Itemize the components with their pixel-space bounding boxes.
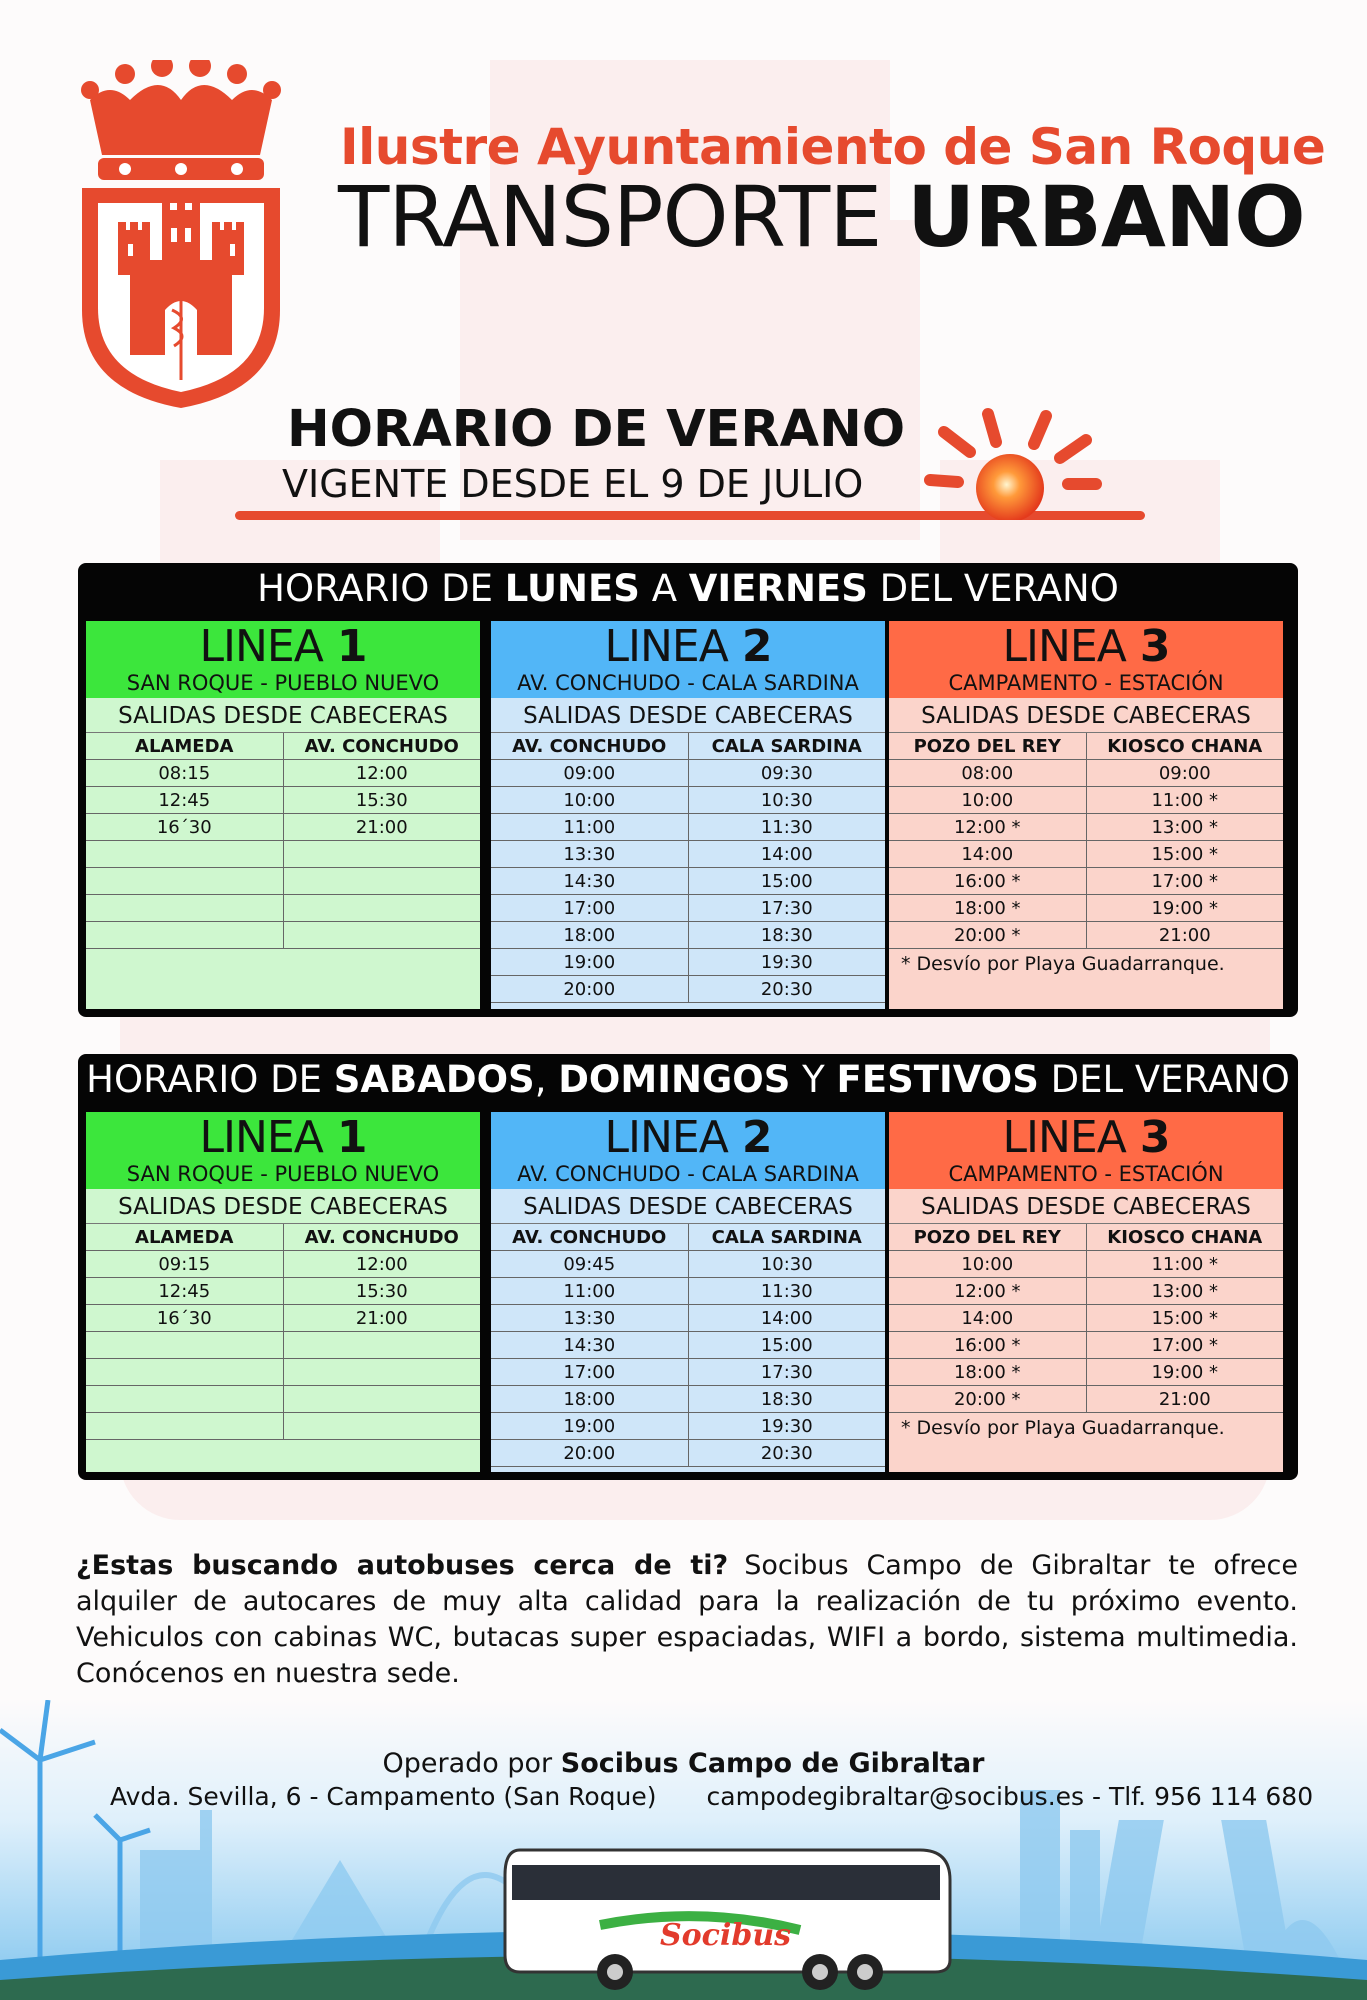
time-cell: 10:00 bbox=[491, 787, 688, 814]
time-cell: 21:00 bbox=[283, 1305, 480, 1332]
time-cell bbox=[283, 1386, 480, 1413]
route-note: * Desvío por Playa Guadarranque. bbox=[901, 953, 1225, 975]
time-cell: 12:45 bbox=[86, 787, 283, 814]
title-part: DEL VERANO bbox=[867, 567, 1119, 610]
bus-icon bbox=[505, 1850, 950, 1990]
line-number: LINEA 3 bbox=[1002, 1112, 1170, 1163]
time-cell: 10:30 bbox=[688, 787, 885, 814]
time-cell: 10:30 bbox=[688, 1251, 885, 1278]
column-header: CALA SARDINA bbox=[688, 1224, 885, 1251]
table-row bbox=[491, 1332, 885, 1359]
time-cell: 10:00 bbox=[889, 1251, 1086, 1278]
line-1-weekday bbox=[86, 621, 480, 1009]
line-body bbox=[889, 698, 1283, 1009]
line-header bbox=[491, 621, 885, 698]
time-cell: 20:30 bbox=[688, 976, 885, 1003]
time-cell: 09:30 bbox=[688, 760, 885, 787]
time-cell: 14:30 bbox=[491, 1332, 688, 1359]
operator-contact-line bbox=[110, 1782, 1313, 1811]
weekday-panel-title bbox=[78, 563, 1298, 615]
time-cell: 12:45 bbox=[86, 1278, 283, 1305]
departures-label: SALIDAS DESDE CABECERAS bbox=[889, 698, 1283, 733]
table-row bbox=[491, 1359, 885, 1386]
time-cell: 13:00 * bbox=[1086, 1278, 1283, 1305]
title-part: , bbox=[534, 1058, 559, 1101]
table-row bbox=[86, 922, 480, 949]
time-cell: 20:00 * bbox=[889, 922, 1086, 949]
weekday-schedule-panel bbox=[78, 563, 1298, 1017]
coat-of-arms-icon bbox=[70, 60, 310, 410]
bus-logo-text: Socibus bbox=[660, 1918, 792, 1953]
column-header: POZO DEL REY bbox=[889, 733, 1086, 760]
table-row bbox=[491, 1278, 885, 1305]
time-cell: 16:00 * bbox=[889, 1332, 1086, 1359]
table-row bbox=[86, 1359, 480, 1386]
operator-contact: campodegibraltar@socibus.es - Tlf. 956 114 680 bbox=[706, 1782, 1314, 1811]
time-cell: 18:00 bbox=[491, 922, 688, 949]
table-row bbox=[86, 1332, 480, 1359]
table-row bbox=[491, 949, 885, 976]
time-cell bbox=[86, 1413, 283, 1440]
table-row bbox=[491, 1305, 885, 1332]
time-cell: 09:00 bbox=[491, 760, 688, 787]
table-row bbox=[889, 760, 1283, 787]
timetable bbox=[491, 1224, 885, 1467]
column-header: ALAMEDA bbox=[86, 1224, 283, 1251]
time-cell: 19:30 bbox=[688, 949, 885, 976]
time-cell: 13:30 bbox=[491, 1305, 688, 1332]
table-row bbox=[889, 1251, 1283, 1278]
table-row bbox=[491, 1440, 885, 1467]
column-header: AV. CONCHUDO bbox=[283, 1224, 480, 1251]
line-route: CAMPAMENTO - ESTACIÓN bbox=[948, 671, 1224, 695]
sun-icon bbox=[910, 400, 1130, 520]
table-row bbox=[491, 841, 885, 868]
time-cell: 16´30 bbox=[86, 814, 283, 841]
time-cell: 16´30 bbox=[86, 1305, 283, 1332]
line-number: LINEA 2 bbox=[604, 1112, 772, 1163]
line-body bbox=[491, 698, 885, 1009]
time-cell: 11:00 bbox=[491, 814, 688, 841]
time-cell bbox=[86, 895, 283, 922]
time-cell: 12:00 * bbox=[889, 1278, 1086, 1305]
timetable bbox=[889, 733, 1283, 949]
time-cell: 20:00 bbox=[491, 976, 688, 1003]
org-title: Ilustre Ayuntamiento de San Roque bbox=[340, 118, 1326, 176]
time-cell: 17:30 bbox=[688, 1359, 885, 1386]
departures-label: SALIDAS DESDE CABECERAS bbox=[86, 1189, 480, 1224]
table-header-row bbox=[491, 1224, 885, 1251]
time-cell: 20:00 bbox=[491, 1440, 688, 1467]
title-part-bold: FESTIVOS bbox=[836, 1058, 1039, 1101]
table-header-row bbox=[86, 733, 480, 760]
time-cell: 17:30 bbox=[688, 895, 885, 922]
time-cell: 09:00 bbox=[1086, 760, 1283, 787]
table-row bbox=[491, 787, 885, 814]
time-cell: 17:00 bbox=[491, 1359, 688, 1386]
season-subtitle: VIGENTE DESDE EL 9 DE JULIO bbox=[282, 462, 864, 506]
time-cell: 15:30 bbox=[283, 1278, 480, 1305]
route-note: * Desvío por Playa Guadarranque. bbox=[901, 1417, 1225, 1439]
time-cell: 12:00 bbox=[283, 760, 480, 787]
table-row bbox=[491, 760, 885, 787]
title-part: Y bbox=[790, 1058, 837, 1101]
line-body bbox=[86, 698, 480, 1009]
time-cell: 19:00 bbox=[491, 1413, 688, 1440]
title-part: HORARIO DE bbox=[257, 567, 505, 610]
time-cell: 13:30 bbox=[491, 841, 688, 868]
line-2-weekday bbox=[491, 621, 885, 1009]
departures-label: SALIDAS DESDE CABECERAS bbox=[491, 698, 885, 733]
table-row bbox=[889, 1359, 1283, 1386]
departures-label: SALIDAS DESDE CABECERAS bbox=[86, 698, 480, 733]
time-cell: 11:00 * bbox=[1086, 787, 1283, 814]
table-row bbox=[86, 1413, 480, 1440]
table-row bbox=[889, 841, 1283, 868]
table-row bbox=[491, 976, 885, 1003]
title-part: HORARIO DE bbox=[86, 1058, 334, 1101]
time-cell: 14:00 bbox=[688, 841, 885, 868]
main-title bbox=[338, 168, 1305, 266]
time-cell: 11:00 * bbox=[1086, 1251, 1283, 1278]
time-cell: 09:45 bbox=[491, 1251, 688, 1278]
table-row bbox=[491, 1251, 885, 1278]
time-cell bbox=[283, 1332, 480, 1359]
column-header: POZO DEL REY bbox=[889, 1224, 1086, 1251]
line-route: AV. CONCHUDO - CALA SARDINA bbox=[517, 1162, 859, 1186]
title-light: TRANSPORTE bbox=[338, 168, 882, 266]
time-cell: 13:00 * bbox=[1086, 814, 1283, 841]
time-cell: 14:30 bbox=[491, 868, 688, 895]
operator-line bbox=[0, 1748, 1367, 1779]
time-cell: 19:00 * bbox=[1086, 1359, 1283, 1386]
operator-address: Avda. Sevilla, 6 - Campamento (San Roque) bbox=[110, 1782, 657, 1811]
title-bold: URBANO bbox=[907, 168, 1305, 266]
time-cell: 20:00 * bbox=[889, 1386, 1086, 1413]
time-cell: 12:00 * bbox=[889, 814, 1086, 841]
rental-ad bbox=[76, 1548, 1298, 1692]
table-row bbox=[889, 922, 1283, 949]
timetable bbox=[86, 733, 480, 949]
table-row bbox=[889, 787, 1283, 814]
timetable bbox=[491, 733, 885, 1003]
time-cell: 11:00 bbox=[491, 1278, 688, 1305]
line-route: SAN ROQUE - PUEBLO NUEVO bbox=[126, 671, 440, 695]
column-header: KIOSCO CHANA bbox=[1086, 733, 1283, 760]
column-header: AV. CONCHUDO bbox=[283, 733, 480, 760]
column-header: KIOSCO CHANA bbox=[1086, 1224, 1283, 1251]
weekend-schedule-panel bbox=[78, 1054, 1298, 1480]
table-row bbox=[889, 1386, 1283, 1413]
time-cell bbox=[86, 1386, 283, 1413]
time-cell bbox=[283, 841, 480, 868]
table-header-row bbox=[491, 733, 885, 760]
table-row bbox=[889, 1305, 1283, 1332]
time-cell: 19:00 * bbox=[1086, 895, 1283, 922]
title-part: A bbox=[639, 567, 689, 610]
table-row bbox=[86, 1386, 480, 1413]
table-row bbox=[86, 868, 480, 895]
table-row bbox=[889, 1332, 1283, 1359]
time-cell: 21:00 bbox=[1086, 922, 1283, 949]
line-number: LINEA 1 bbox=[199, 1112, 367, 1163]
table-row bbox=[86, 814, 480, 841]
table-header-row bbox=[889, 733, 1283, 760]
operator-name: Socibus Campo de Gibraltar bbox=[560, 1748, 985, 1779]
table-row bbox=[86, 1305, 480, 1332]
time-cell: 18:30 bbox=[688, 1386, 885, 1413]
time-cell bbox=[283, 895, 480, 922]
weekend-panel-title bbox=[78, 1054, 1298, 1106]
time-cell bbox=[86, 1359, 283, 1386]
table-row bbox=[86, 895, 480, 922]
line-3-weekend bbox=[889, 1112, 1283, 1472]
time-cell: 15:00 bbox=[688, 1332, 885, 1359]
time-cell: 16:00 * bbox=[889, 868, 1086, 895]
table-row bbox=[86, 760, 480, 787]
column-header: ALAMEDA bbox=[86, 733, 283, 760]
operator-prefix: Operado por bbox=[382, 1748, 553, 1779]
time-cell: 10:00 bbox=[889, 787, 1086, 814]
time-cell: 11:30 bbox=[688, 814, 885, 841]
time-cell: 18:30 bbox=[688, 922, 885, 949]
time-cell: 21:00 bbox=[1086, 1386, 1283, 1413]
time-cell bbox=[86, 868, 283, 895]
time-cell: 17:00 bbox=[491, 895, 688, 922]
table-row bbox=[86, 841, 480, 868]
time-cell bbox=[86, 922, 283, 949]
time-cell: 15:30 bbox=[283, 787, 480, 814]
time-cell bbox=[283, 1413, 480, 1440]
line-body bbox=[889, 1189, 1283, 1472]
table-row bbox=[491, 814, 885, 841]
table-header-row bbox=[86, 1224, 480, 1251]
time-cell: 15:00 bbox=[688, 868, 885, 895]
line-number: LINEA 1 bbox=[199, 621, 367, 672]
time-cell: 11:30 bbox=[688, 1278, 885, 1305]
table-row bbox=[491, 868, 885, 895]
line-route: AV. CONCHUDO - CALA SARDINA bbox=[517, 671, 859, 695]
time-cell: 14:00 bbox=[889, 1305, 1086, 1332]
table-row bbox=[491, 922, 885, 949]
time-cell: 19:00 bbox=[491, 949, 688, 976]
title-part-bold: LUNES bbox=[504, 567, 640, 610]
line-2-weekend bbox=[491, 1112, 885, 1472]
time-cell: 09:15 bbox=[86, 1251, 283, 1278]
line-route: SAN ROQUE - PUEBLO NUEVO bbox=[126, 1162, 440, 1186]
column-header: CALA SARDINA bbox=[688, 733, 885, 760]
column-header: AV. CONCHUDO bbox=[491, 733, 688, 760]
time-cell: 12:00 bbox=[283, 1251, 480, 1278]
title-part: DEL VERANO bbox=[1038, 1058, 1290, 1101]
departures-label: SALIDAS DESDE CABECERAS bbox=[491, 1189, 885, 1224]
table-row bbox=[491, 1386, 885, 1413]
table-row bbox=[491, 1413, 885, 1440]
timetable bbox=[86, 1224, 480, 1440]
time-cell bbox=[283, 868, 480, 895]
line-number: LINEA 2 bbox=[604, 621, 772, 672]
time-cell: 20:30 bbox=[688, 1440, 885, 1467]
table-row bbox=[889, 1278, 1283, 1305]
table-row bbox=[889, 895, 1283, 922]
line-body bbox=[491, 1189, 885, 1472]
time-cell: 15:00 * bbox=[1086, 1305, 1283, 1332]
time-cell: 15:00 * bbox=[1086, 841, 1283, 868]
ad-question: ¿Estas buscando autobuses cerca de ti? bbox=[76, 1550, 729, 1581]
line-header bbox=[86, 1112, 480, 1189]
line-header bbox=[889, 1112, 1283, 1189]
season-title: HORARIO DE VERANO bbox=[287, 400, 906, 459]
departures-label: SALIDAS DESDE CABECERAS bbox=[889, 1189, 1283, 1224]
footer-scene bbox=[0, 1700, 1367, 2000]
time-cell: 14:00 bbox=[688, 1305, 885, 1332]
column-header: AV. CONCHUDO bbox=[491, 1224, 688, 1251]
line-header bbox=[889, 621, 1283, 698]
table-row bbox=[86, 1251, 480, 1278]
time-cell: 14:00 bbox=[889, 841, 1086, 868]
line-number: LINEA 3 bbox=[1002, 621, 1170, 672]
timetable bbox=[889, 1224, 1283, 1413]
line-3-weekday bbox=[889, 621, 1283, 1009]
title-part-bold: DOMINGOS bbox=[558, 1058, 791, 1101]
line-route: CAMPAMENTO - ESTACIÓN bbox=[948, 1162, 1224, 1186]
title-part-bold: VIERNES bbox=[688, 567, 868, 610]
time-cell bbox=[86, 841, 283, 868]
time-cell: 18:00 * bbox=[889, 1359, 1086, 1386]
time-cell bbox=[283, 1359, 480, 1386]
time-cell bbox=[283, 922, 480, 949]
table-row bbox=[491, 895, 885, 922]
time-cell: 21:00 bbox=[283, 814, 480, 841]
table-row bbox=[889, 814, 1283, 841]
line-header bbox=[86, 621, 480, 698]
time-cell bbox=[86, 1332, 283, 1359]
table-header-row bbox=[889, 1224, 1283, 1251]
ad-text: Socibus Campo de Gibraltar te ofrece alquiler de autocares de muy alta calidad para la realización de tu próximo evento. Vehiculos con cabinas WC, butacas super espaciadas, WIFI a bordo, sistema multimedia. Conócenos en nuestra sede. bbox=[76, 1550, 1298, 1689]
table-row bbox=[86, 1278, 480, 1305]
table-row bbox=[86, 787, 480, 814]
table-row bbox=[889, 868, 1283, 895]
title-part-bold: SABADOS bbox=[333, 1058, 535, 1101]
time-cell: 17:00 * bbox=[1086, 868, 1283, 895]
time-cell: 17:00 * bbox=[1086, 1332, 1283, 1359]
line-header bbox=[491, 1112, 885, 1189]
time-cell: 18:00 * bbox=[889, 895, 1086, 922]
line-body bbox=[86, 1189, 480, 1472]
time-cell: 18:00 bbox=[491, 1386, 688, 1413]
line-1-weekend bbox=[86, 1112, 480, 1472]
time-cell: 08:15 bbox=[86, 760, 283, 787]
time-cell: 08:00 bbox=[889, 760, 1086, 787]
time-cell: 19:30 bbox=[688, 1413, 885, 1440]
